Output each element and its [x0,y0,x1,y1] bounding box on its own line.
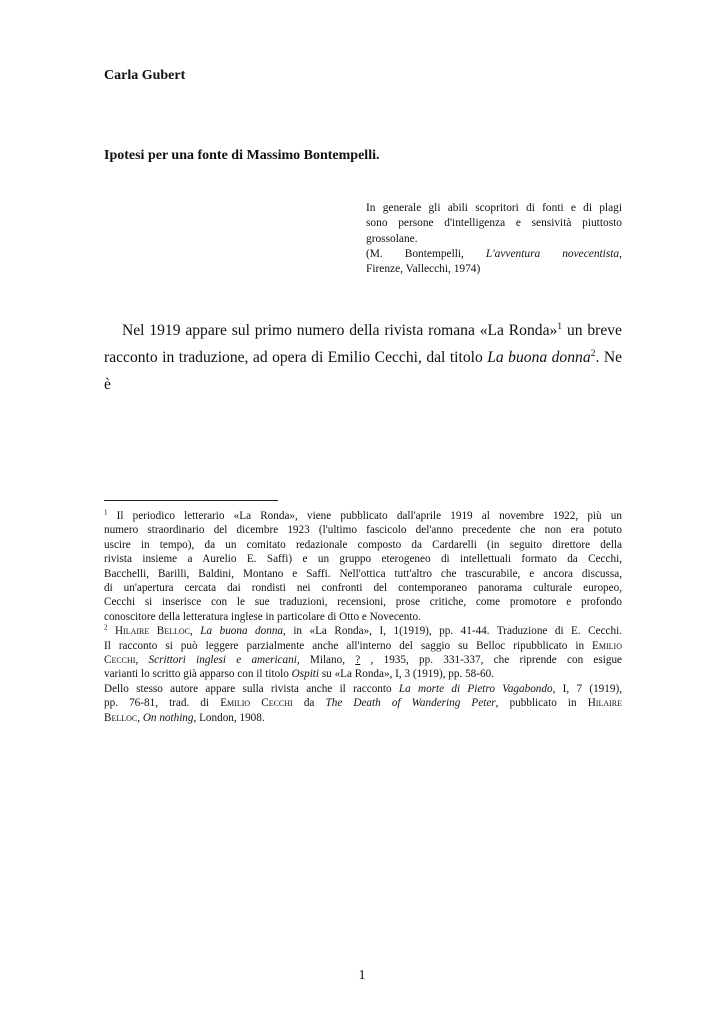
epigraph-work-title: L'avventura novecentista [485,247,620,260]
footnotes [104,509,622,725]
footnote-2-line: Dello stesso autore appare sulla rivista anche il racconto La morte di Pietro Vagabondo, I, 7 (1919), [104,682,622,695]
footnote-2-line: pp. 76-81, trad. di Emilio Cecchi da The Death of Wandering Peter, pubblicato in Hilaire [104,697,623,710]
article-title: Ipotesi per una fonte di Massimo Bontempelli. [104,148,380,163]
epigraph-line: grossolane. [366,232,418,245]
footnote-1-line: rivista insieme a Aurelio E. Saffi) e un gruppo eterogeneo di intellettuali formato da Cecchi, [104,553,622,566]
footnote-1-line: Cecchi si inserisce con le sue traduzioni, recensioni, prose critiche, come promotore e profondo [104,596,622,609]
epigraph [366,201,622,277]
footnote-2-line: Il racconto si può leggere parzialmente anche all'interno del saggio su Belloc ripubblicato in Emilio [104,639,622,652]
body-line-1: Nel 1919 appare sul primo numero della rivista romana «La Ronda»$^1$ un breve [122,320,622,339]
footnote-2-line: $^2$ Hilaire Belloc, La buona donna, in «La Ronda», I, 1(1919), pp. 41-44. Traduzione di E. Cecchi. [104,623,623,638]
epigraph-line: In generale gli abili scopritori di fonti e di plagi [366,202,622,214]
footnote-2-line: Belloc, On nothing, London, 1908. [104,711,265,724]
epigraph-line: sono persone d'intelligenza e sensività piuttosto [366,217,622,230]
body-paragraph [104,317,622,398]
epigraph-citation: (M. Bontempelli, L'avventura novecentista, [366,247,622,260]
footnote-1-line: di un'apertura cercata dai rondisti nei confronti del contemporaneo panorama culturale europeo, [104,582,622,595]
broken-reference-link[interactable]: ? [355,654,361,667]
work-title: La buona donna [487,349,591,366]
footnote-1-line: Bacchelli, Barilli, Baldini, Montano e Saffi. Nell'ottica tutt'altro che trascurabile, e ancora discussa, [104,567,622,580]
footnote-2-line: varianti lo scritto già apparso con il titolo Ospiti su «La Ronda», I, 3 (1919), pp. 58-60. [104,668,494,681]
footnote-1-line: numero straordinario del dicembre 1923 (l'ultimo fascicolo del'anno precedente che non era potuto [104,524,622,537]
author-name: Carla Gubert [104,68,186,83]
epigraph-citation-line2: Firenze, Vallecchi, 1974) [366,263,481,276]
body-line-2: racconto in traduzione, ad opera di Emilio Cecchi, dal titolo La buona donna$^2$. Ne è [104,347,622,393]
footnote-2-line: Cecchi, Scrittori inglesi e americani, Milano, ? , 1935, pp. 331-337, che riprende con esigue [104,654,623,667]
footnote-separator [104,500,278,501]
footnote-ref-1[interactable]: 1 [557,320,563,332]
footnote-1-line: $^1$ Il periodico letterario «La Ronda», viene pubblicato dall'aprile 1919 al novembre 1922, più un [104,508,622,522]
page-number: 1 [358,968,366,983]
footnote-1-line: uscire in tempo), da un comitato redazionale composto da Cardarelli (in seguito direttore della [104,538,622,551]
footnote-ref-2[interactable]: 2 [590,347,596,359]
footnote-2-marker: 2 [104,623,108,632]
footnote-1-line: conoscitore della letteratura inglese in particolare di Otto e Novecento. [104,610,421,623]
footnote-1-marker: 1 [104,508,108,517]
